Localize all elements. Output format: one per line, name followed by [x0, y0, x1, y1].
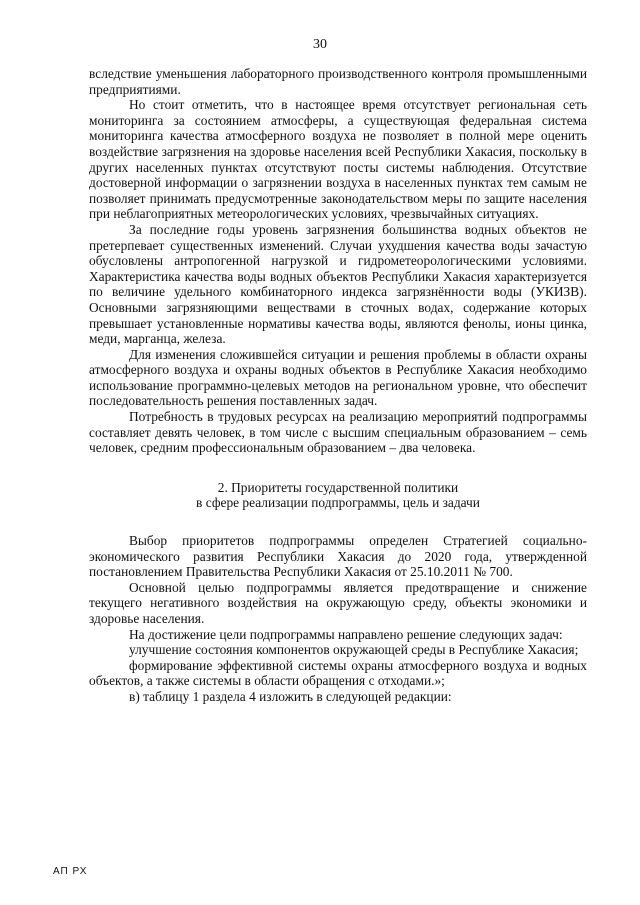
paragraph: На достижение цели подпрограммы направлено решение следующих задач:	[129, 626, 563, 642]
section-heading	[89, 480, 587, 511]
page-number: 30	[313, 37, 327, 52]
paragraph: Но стоит отметить, что в настоящее время отсутствует региональная сеть мониторинга за состоянием атмосферы, а существующая федеральная система мониторинга качества атмосферного воздуха не позволяет в полной мере оценить воздействие загрязнения на здоровье населения всей Республики Хакасия, поскольку в других населенных пунктах отсутствуют посты системы наблюдения. Отсутствие достоверной информации о загрязнении воздуха в населенных пунктах тем самым не позволяет принимать предусмотренные законодательством меры по защите населения при неблагоприятных метеорологических условиях, чрезвычайных ситуациях.	[89, 97, 587, 222]
paragraph: вследствие уменьшения лабораторного производственного контроля промышленными предприятиями.	[89, 66, 587, 97]
paragraph: улучшение состояния компонентов окружающей среды в Республике Хакасия;	[129, 642, 579, 658]
paragraph: в) таблицу 1 раздела 4 изложить в следующей редакции:	[129, 688, 452, 704]
section-heading-line1: 2. Приоритеты государственной политики	[217, 479, 459, 495]
paragraph: формирование эффективной системы охраны атмосферного воздуха и водных объектов, а также системы в области обращения с отходами.»;	[89, 657, 587, 689]
paragraph: Для изменения сложившейся ситуации и решения проблемы в области охраны атмосферного воздуха и охраны водных объектов в Республике Хакасия необходимо использование программно-целевых методов на региональном уровне, что обеспечит последовательность решения поставленных задач.	[89, 346, 587, 409]
paragraph: Основной целью подпрограммы является предотвращение и снижение текущего негативного воздействия на окружающую среду, объекты экономики и здоровье населения.	[89, 579, 587, 626]
document-body	[89, 66, 587, 705]
paragraph: За последние годы уровень загрязнения большинства водных объектов не претерпевает существенных изменений. Случаи ухудшения качества воды зачастую обусловлены антропогенной нагрузкой и гидрометеорологическими условиями. Характеристика качества воды водных объектов Республики Хакасия характеризуется по величине удельного комбинаторного индекса загрязнённости воды (УКИЗВ). Основными загрязняющими веществами в сточных водах, содержание которых превышает установленные нормативы качества воды, являются фенолы, ионы цинка, меди, марганца, железа.	[89, 221, 587, 347]
paragraph: Выбор приоритетов подпрограммы определен Стратегией социально-экономического развития Республики Хакасия до 2020 года, утвержденной постановлением Правительства Республики Хакасия от 25.10.2011 № 700.	[89, 533, 587, 580]
paragraph: Потребность в трудовых ресурсах на реализацию мероприятий подпрограммы составляет девять человек, в том числе с высшим специальным образованием – семь человек, средним профессиональным образованием – два человека.	[89, 409, 587, 456]
footer-stamp: АП РХ	[53, 866, 88, 877]
section-heading-line2: в сфере реализации подпрограммы, цель и задачи	[196, 495, 480, 511]
